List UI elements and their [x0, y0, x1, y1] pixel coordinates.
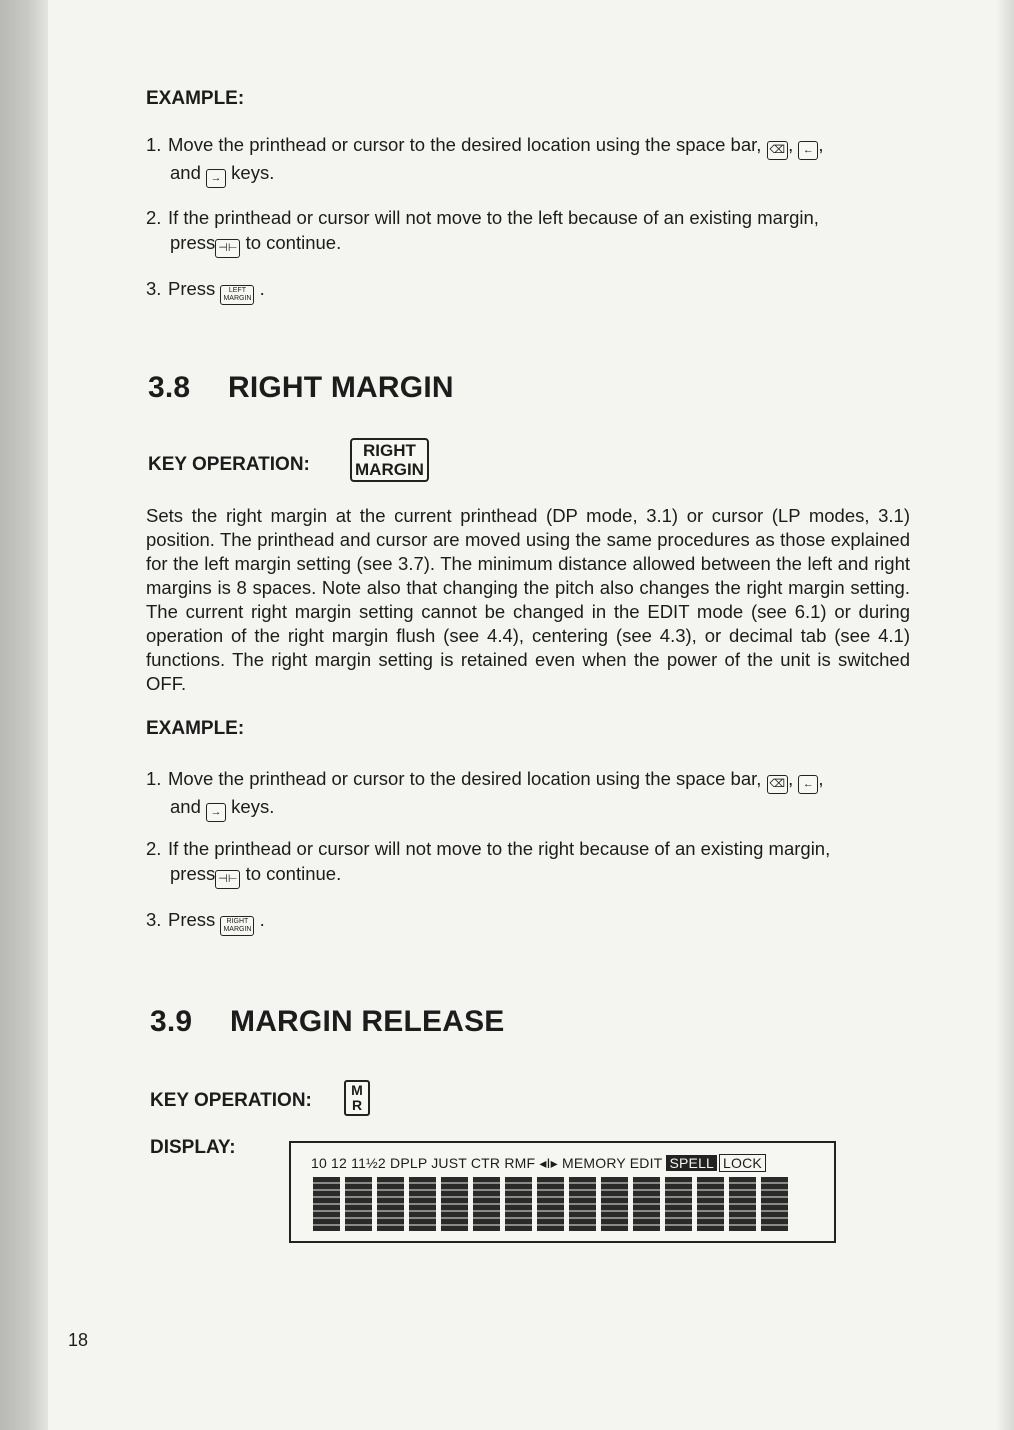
left-margin-key-icon [220, 285, 254, 305]
step-text: Press [168, 278, 216, 299]
lcd-spell-indicator: SPELL [666, 1155, 717, 1171]
lcd-cell [633, 1177, 660, 1231]
step-text: Move the printhead or cursor to the desired location using the space bar, [168, 134, 762, 155]
lcd-cell [729, 1177, 756, 1231]
example1-step2 [146, 205, 926, 258]
step-number: 1. [146, 768, 162, 789]
key-label: RIGHT [363, 441, 416, 460]
lcd-cell [313, 1177, 340, 1231]
lcd-cell [569, 1177, 596, 1231]
section-number: 3.8 [148, 371, 191, 404]
example1-step3: 3. Press LEFT MARGIN . [146, 276, 265, 305]
key-label: R [351, 1097, 363, 1113]
section-title: MARGIN RELEASE [230, 1005, 505, 1038]
step-number: 3. [146, 909, 162, 930]
key-label: LEFT [228, 287, 246, 294]
key-label: M [351, 1082, 363, 1098]
example-heading: EXAMPLE: [146, 718, 245, 739]
lcd-display [289, 1141, 836, 1243]
key-label: RIGHT [226, 918, 249, 925]
lcd-cell [345, 1177, 372, 1231]
lcd-cell [441, 1177, 468, 1231]
step-text: press [170, 863, 216, 884]
right-arrow-key-icon: → [206, 803, 226, 822]
lcd-cell [665, 1177, 692, 1231]
lcd-cell [505, 1177, 532, 1231]
step-text: Press [168, 909, 216, 930]
example-heading: EXAMPLE: [146, 88, 245, 109]
step-text: to continue. [245, 863, 342, 884]
right-margin-key-icon [220, 916, 254, 936]
key-label: MARGIN [355, 460, 424, 479]
example2-step1: 1. Move the printhead or cursor to the desired location using the space bar, ⌫ , ← , and → keys. [146, 766, 926, 822]
and-text: and [170, 796, 201, 817]
lcd-cell [409, 1177, 436, 1231]
step-number: 2. [146, 207, 162, 228]
example2-step3: 3. Press RIGHT MARGIN . [146, 907, 265, 936]
lcd-cell [537, 1177, 564, 1231]
right-margin-key [350, 438, 429, 482]
delete-key-icon: ⌫ [767, 141, 789, 160]
step-text: keys. [231, 796, 275, 817]
lcd-cell [601, 1177, 628, 1231]
delete-key-icon: ⌫ [767, 775, 789, 794]
step-text: Move the printhead or cursor to the desired location using the space bar, [168, 768, 762, 789]
step-text: press [170, 232, 216, 253]
display-label: DISPLAY: [150, 1137, 236, 1158]
lcd-status-text: 10 12 11½2 DPLP JUST CTR RMF ◂I▸ MEMORY EDIT [311, 1155, 663, 1171]
left-arrow-key-icon: ← [798, 141, 818, 160]
key-label: MARGIN [223, 295, 252, 302]
left-arrow-key-icon: ← [798, 775, 818, 794]
section-heading-3-8 [148, 371, 454, 405]
margin-release-key-icon: ⊣⊢ [215, 239, 240, 258]
step-text: If the printhead or cursor will not move to the right because of an existing margin, [168, 838, 831, 859]
step-text: to continue. [245, 232, 342, 253]
lcd-status-line [311, 1155, 766, 1172]
margin-release-key [344, 1080, 370, 1116]
key-label: MARGIN [223, 926, 252, 933]
example2-step2 [146, 836, 926, 889]
lcd-cell [473, 1177, 500, 1231]
page-binding-shadow [0, 0, 48, 1430]
lcd-cell [761, 1177, 788, 1231]
step-number: 1. [146, 134, 162, 155]
section-title: RIGHT MARGIN [228, 371, 454, 404]
lcd-lock-indicator: LOCK [719, 1154, 766, 1172]
margin-release-key-icon: ⊣⊢ [215, 870, 240, 889]
page-right-edge [996, 0, 1014, 1430]
and-text: and [170, 162, 201, 183]
margin-release-key-icon [344, 1080, 370, 1116]
section-body-paragraph: Sets the right margin at the current printhead (DP mode, 3.1) or cursor (LP modes, 3.1) position. The printhead and cursor are moved using the same procedures as those explained for the left margin setting (see 3.7). The minimum distance allowed between the left and right margins is 8 spaces. Note also that changing the pitch also changes the right margin setting. The current right margin setting cannot be changed in the EDIT mode (see 6.1) or during operation of the right margin flush (see 4.4), centering (see 4.3), or decimal tab (see 4.1) functions. The right margin setting is retained even when the power of the unit is switched OFF. [146, 505, 910, 694]
lcd-cell [377, 1177, 404, 1231]
right-arrow-key-icon: → [206, 169, 226, 188]
step-text: If the printhead or cursor will not move to the left because of an existing margin, [168, 207, 819, 228]
right-margin-key-icon [350, 438, 429, 482]
lcd-cell [697, 1177, 724, 1231]
section-number: 3.9 [150, 1005, 193, 1038]
step-text: keys. [231, 162, 275, 183]
key-operation-label: KEY OPERATION: [148, 454, 310, 475]
key-operation-label: KEY OPERATION: [150, 1090, 312, 1111]
section-heading-3-9 [150, 1005, 505, 1039]
example1-step1: 1. Move the printhead or cursor to the desired location using the space bar, ⌫ , ← , and → keys. [146, 132, 926, 188]
step-number: 3. [146, 278, 162, 299]
lcd-character-cells [313, 1177, 788, 1231]
step-number: 2. [146, 838, 162, 859]
page-number: 18 [68, 1330, 89, 1350]
